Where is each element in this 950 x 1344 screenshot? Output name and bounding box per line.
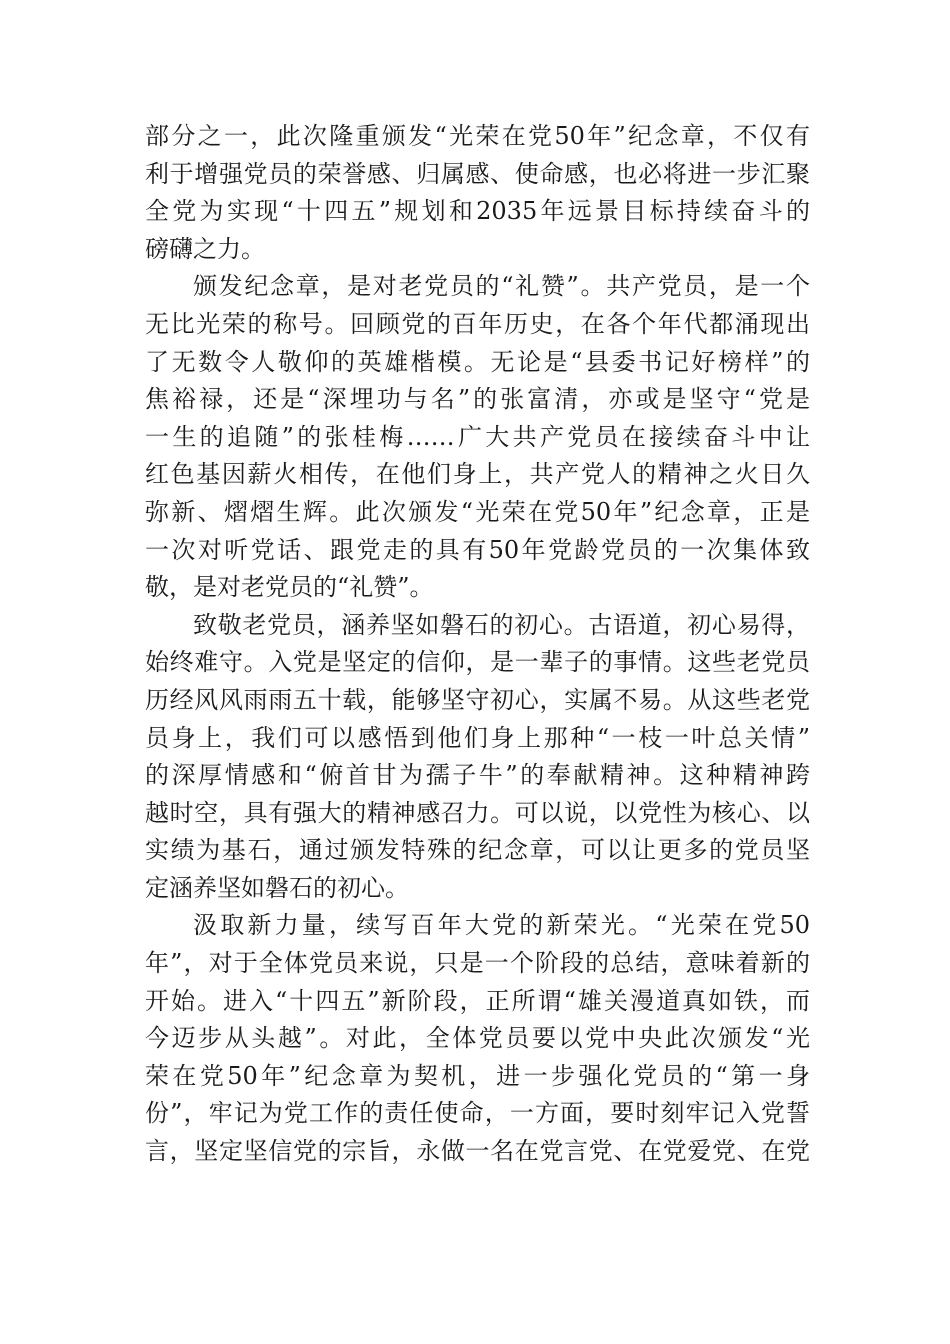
- paragraph-1: [145, 118, 810, 268]
- paragraph-line: 荣在党50年”纪念章为契机，进一步强化党员的“第一身: [145, 1061, 810, 1090]
- paragraph-line: 言，坚定坚信党的宗旨，永做一名在党言党、在党爱党、在党: [145, 1137, 810, 1166]
- paragraph-3: [145, 607, 810, 908]
- paragraph-line: 焦裕禄，还是“深埋功与名”的张富清，亦或是坚守“党是: [145, 385, 810, 414]
- paragraph-4: [145, 907, 810, 1170]
- paragraph-line: 汲取新力量，续写百年大党的新荣光。“光荣在党50: [193, 911, 810, 940]
- paragraph-line: 全党为实现“十四五”规划和2035年远景目标持续奋斗的: [145, 197, 810, 226]
- paragraph-line: 颁发纪念章，是对老党员的“礼赞”。共产党员，是一个: [193, 272, 810, 301]
- paragraph-line: 始终难守。入党是坚定的信仰，是一辈子的事情。这些老党员: [145, 648, 810, 677]
- paragraph-line: 磅礴之力。: [145, 234, 265, 263]
- paragraph-line: 了无数令人敬仰的英雄楷模。无论是“县委书记好榜样”的: [145, 347, 810, 376]
- paragraph-line: 开始。进入“十四五”新阶段，正所谓“雄关漫道真如铁，而: [145, 986, 810, 1015]
- paragraph-line: 一次对听党话、跟党走的具有50年党龄党员的一次集体致: [145, 535, 810, 564]
- paragraph-line: 致敬老党员，涵养坚如磐石的初心。古语道，初心易得，: [193, 610, 810, 639]
- paragraph-line: 敬，是对老党员的“礼赞”。: [145, 573, 434, 602]
- paragraph-line: 份”，牢记为党工作的责任使命，一方面，要时刻牢记入党誓: [145, 1099, 810, 1128]
- paragraph-line: 一生的追随”的张桂梅……广大共产党员在接续奋斗中让: [145, 422, 810, 451]
- paragraph-line: 历经风风雨雨五十载，能够坚守初心，实属不易。从这些老党: [145, 685, 810, 714]
- paragraph-line: 红色基因薪火相传，在他们身上，共产党人的精神之火日久: [145, 460, 810, 489]
- paragraph-line: 无比光荣的称号。回顾党的百年历史，在各个年代都涌现出: [145, 309, 810, 338]
- paragraph-line: 利于增强党员的荣誉感、归属感、使命感，也必将进一步汇聚: [145, 159, 810, 188]
- paragraph-line: 员身上，我们可以感悟到他们身上那种“一枝一叶总关情”: [145, 723, 810, 752]
- paragraph-2: [145, 268, 810, 606]
- paragraph-line: 的深厚情感和“俯首甘为孺子牛”的奉献精神。这种精神跨: [145, 761, 810, 790]
- paragraph-line: 今迈步从头越”。对此，全体党员要以党中央此次颁发“光: [145, 1024, 810, 1053]
- paragraph-line: 年”，对于全体党员来说，只是一个阶段的总结，意味着新的: [145, 949, 810, 978]
- paragraph-line: 部分之一，此次隆重颁发“光荣在党50年”纪念章，不仅有: [145, 122, 810, 150]
- paragraph-line: 越时空，具有强大的精神感召力。可以说，以党性为核心、以: [145, 798, 810, 827]
- paragraph-line: 定涵养坚如磐石的初心。: [145, 873, 409, 902]
- paragraph-line: 弥新、熠熠生辉。此次颁发“光荣在党50年”纪念章，正是: [145, 497, 810, 526]
- paragraph-line: 实绩为基石，通过颁发特殊的纪念章，可以让更多的党员坚: [145, 836, 810, 865]
- article-body: [145, 118, 810, 1171]
